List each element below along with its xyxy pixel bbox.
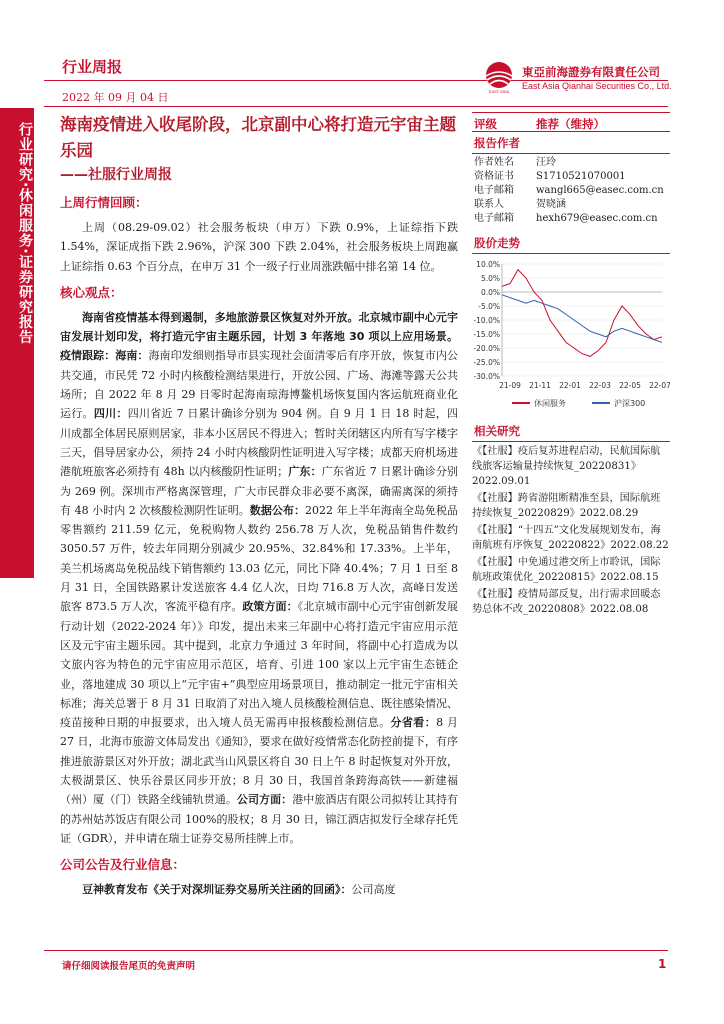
report-subtitle: ——社服行业周报	[60, 167, 172, 183]
company-logo-icon	[482, 60, 516, 94]
author-row	[472, 170, 670, 184]
rating-bar	[472, 112, 670, 132]
related-item[interactable]: 《【社服】中免通过港交所上市聆讯，国际航班政策优化_20220815》2022.08.15	[472, 557, 661, 583]
y-tick-label: 10.0%	[476, 260, 500, 269]
y-tick-label: -25.0%	[473, 358, 500, 367]
y-tick-label: 5.0%	[480, 274, 500, 283]
weekly-review-heading: 上周行情回顾：	[60, 195, 148, 210]
sichuan-text: 四川省近 7 日累计确诊分别为 904 例。自 9 月 1 日 18 时起，四川成都全体居民原则居家，非本小区居民不得进入；暂时关闭辖区内所有写字楼字三天，倡导居家办公，须持 24 小时内核酸阴性证明进入写字楼；成都天府机场进港航班旅客必须持有 48h 以内核酸阴性证明；	[60, 407, 459, 479]
author-value: S1710521070001	[536, 171, 626, 182]
announcement-text: 公司高度	[351, 883, 396, 897]
report-date: 2022 年 09 月 04 日	[62, 91, 169, 104]
author-key: 电子邮箱	[474, 185, 514, 196]
side-band-label: 行业研究·休闲服务·证券研究报告	[17, 122, 33, 345]
data-label: 数据公布：	[249, 503, 306, 517]
footer-disclaimer[interactable]: 请仔细阅读报告尾页的免责声明	[62, 961, 196, 972]
page-number: 1	[658, 957, 667, 971]
author-key: 联系人	[474, 199, 504, 210]
related-heading: 相关研究	[472, 420, 670, 442]
related-item[interactable]: 《【社服】疫情局部反复，出行需求回暖态势总体不改_20220808》2022.08.08	[472, 589, 661, 615]
related-item[interactable]: 《【社服】跨省游阻断精准至县，国际航班持续恢复_20220829》2022.08.29	[472, 493, 661, 519]
series-line	[502, 270, 662, 357]
x-tick-label: 22-01	[559, 381, 581, 390]
author-email-link[interactable]: hexh679@easec.com.cn	[536, 213, 658, 224]
author-table	[472, 156, 670, 226]
rating-label: 评级	[474, 117, 497, 131]
company-label: 公司方面：	[236, 793, 293, 807]
analysis-text: 8 月 27 日，北海市旅游文体局发出《通知》，要求在做好疫情常态化防控前提下，有序推进旅游景区对外开放；湖北武当山风景区将自 30 日上午 8 时起恢复对外开放，太极湖景区、快乐谷景区同步开放；8 月 30 日，我国首条跨海高铁——新建福（州）厦（门）铁路全线铺轨贯通。	[60, 716, 459, 807]
announcement-paragraph	[60, 880, 458, 899]
author-value: 贺晓涵	[536, 199, 566, 210]
y-tick-label: -30.0%	[473, 372, 500, 381]
analysis-label: 分省看：	[390, 716, 437, 730]
legend-label: 休闲服务	[534, 399, 566, 408]
related-list	[472, 444, 670, 617]
author-row	[472, 198, 670, 212]
y-tick-label: -10.0%	[473, 316, 500, 325]
guangdong-text: 广东省近 7 日累计确诊分别为 269 例。深圳市严格离深管理，广大市民群众非必要不离深，确需离深的须持有 48 小时内 2 次核酸检测阴性证明。	[60, 465, 458, 517]
x-tick-label: 22-07	[649, 381, 670, 390]
core-view-heading: 核心观点：	[60, 284, 123, 300]
author-heading: 报告作者	[472, 132, 670, 154]
author-email-link[interactable]: wangl665@easec.com.cn	[536, 185, 664, 196]
company-logo	[482, 58, 672, 98]
sidebar	[472, 112, 670, 617]
company-name-cn: 東亞前海證券有限責任公司	[522, 65, 660, 79]
author-key: 作者姓名	[474, 157, 514, 168]
announcement-heading: 公司公告及行业信息：	[60, 857, 186, 873]
sichuan-label: 四川：	[93, 407, 128, 421]
report-title: 海南疫情进入收尾阶段，北京副中心将打造元宇宙主题乐园	[60, 115, 456, 160]
tracking-label: 疫情跟踪：海南：	[60, 349, 149, 363]
author-row	[472, 212, 670, 226]
rating-value: 推荐（维持）	[536, 117, 605, 131]
x-tick-label: 21-09	[499, 381, 521, 390]
weekly-review-paragraph: 上周（08.29-09.02）社会服务板块（申万）下跌 0.9%，上证综指下跌 1.54%，深证成指下跌 2.96%，沪深 300 下跌 2.04%，社会服务板块上周跑赢上证综指 0.63 个百分点，在申万 31 个一级子行业周涨跌幅中排名第 14 位。	[60, 221, 458, 273]
y-tick-label: -5.0%	[478, 302, 500, 311]
x-tick-label: 22-05	[619, 381, 641, 390]
author-row	[472, 184, 670, 198]
guangdong-label: 广东：	[288, 465, 322, 479]
author-key: 资格证书	[474, 171, 514, 182]
policy-label: 政策方面：	[242, 600, 298, 614]
company-text: 港中旅酒店有限公司拟转让其持有的苏州姑苏饭店有限公司 100%的股权；8 月 30 日，锦江酒店拟发行全球存托凭证（GDR），并申请在瑞士证券交易所挂牌上市。	[60, 793, 459, 845]
company-name-en: East Asia Qianhai Securities Co., Ltd.	[522, 81, 672, 91]
stock-trend-svg	[472, 256, 670, 416]
footer-rule	[44, 950, 668, 951]
y-tick-label: 0.0%	[480, 288, 500, 297]
main-content	[60, 112, 458, 900]
y-tick-label: -15.0%	[473, 330, 500, 339]
trend-heading: 股价走势	[472, 232, 670, 254]
announcement-lead: 豆神教育发布《关于对深圳证券交易所关注函的回函》：	[82, 883, 352, 897]
y-tick-label: -20.0%	[473, 344, 500, 353]
author-row	[472, 156, 670, 170]
author-key: 电子邮箱	[474, 213, 514, 224]
core-lead: 海南省疫情基本得到遏制，多地旅游景区恢复对外开放。北京城市副中心元宇宙发展计划印发，将打造元宇宙主题乐园，计划 3 年落地 30 项以上应用场景。	[60, 310, 458, 344]
data-text: 2022 年上半年海南全岛免税品零售额约 211.59 亿元，免税购物人数约 256.78 万人次，免税品销售件数约 3050.57 万件，较去年同期分别减少 20.95%、32.84%和 17.33%。上半年，美兰机场离岛免税品线下销售额约 13.03 亿元，同比下降 40.4%；7 月 1 日至 8 月 31 日，全国铁路累计发送旅客 4.4 亿人次，日均 716.8 万人次，高峰日发送旅客 873.5 万人次，客流平稳有序。	[60, 503, 459, 614]
report-type: 行业周报	[62, 58, 123, 76]
svg-text:EAST ASIA: EAST ASIA	[488, 89, 510, 94]
policy-text: 《北京城市副中心元宇宙创新发展行动计划（2022-2024 年）》印发，提出未来三年副中心将打造元宇宙应用示范区及元宇宙主题乐园。其中提到，北京力争通过 3 年时间，将副中心打造成为以文旅内容为特色的元宇宙应用示范区，培育、引进 100 家以上元宇宙生态链企业，落地建成 30 项以上“元宇宙+”典型应用场景项目，推动制定一批元宇宙相关标准；海关总署于 8 月 31 日取消了对出入境人员核酸检测信息、既往感染情况、疫苗接种日期的申报要求，出入境人员无需再申报核酸检测信息。	[60, 600, 459, 730]
series-line	[502, 295, 662, 343]
x-tick-label: 21-11	[529, 381, 551, 390]
stock-trend-chart	[472, 256, 670, 416]
related-item[interactable]: 《【社服】“十四五”文化发展规划发布，海南航班有序恢复_20220822》2022.08.22	[472, 525, 669, 551]
author-value: 汪玲	[536, 157, 556, 168]
legend-label: 沪深300	[614, 399, 646, 408]
header-rule-bottom	[44, 106, 668, 107]
tracking-text: 海南印发细则指导市县实现社会面清零后有序开放，恢复市内公共交通，市民凭 72 小时内核酸检测结果进行，开放公园、广场、海滩等露天公共场所；自 2022 年 8 月 29 日零时起海南琼海博鳌机场恢复国内客运航班商业化运行。	[60, 349, 459, 421]
related-item[interactable]: 《【社服】疫后复苏进程启动，民航国际航线旅客运输量持续恢复_20220831》2022.09.01	[472, 446, 661, 487]
x-tick-label: 22-03	[589, 381, 611, 390]
core-view-paragraph	[60, 308, 458, 848]
